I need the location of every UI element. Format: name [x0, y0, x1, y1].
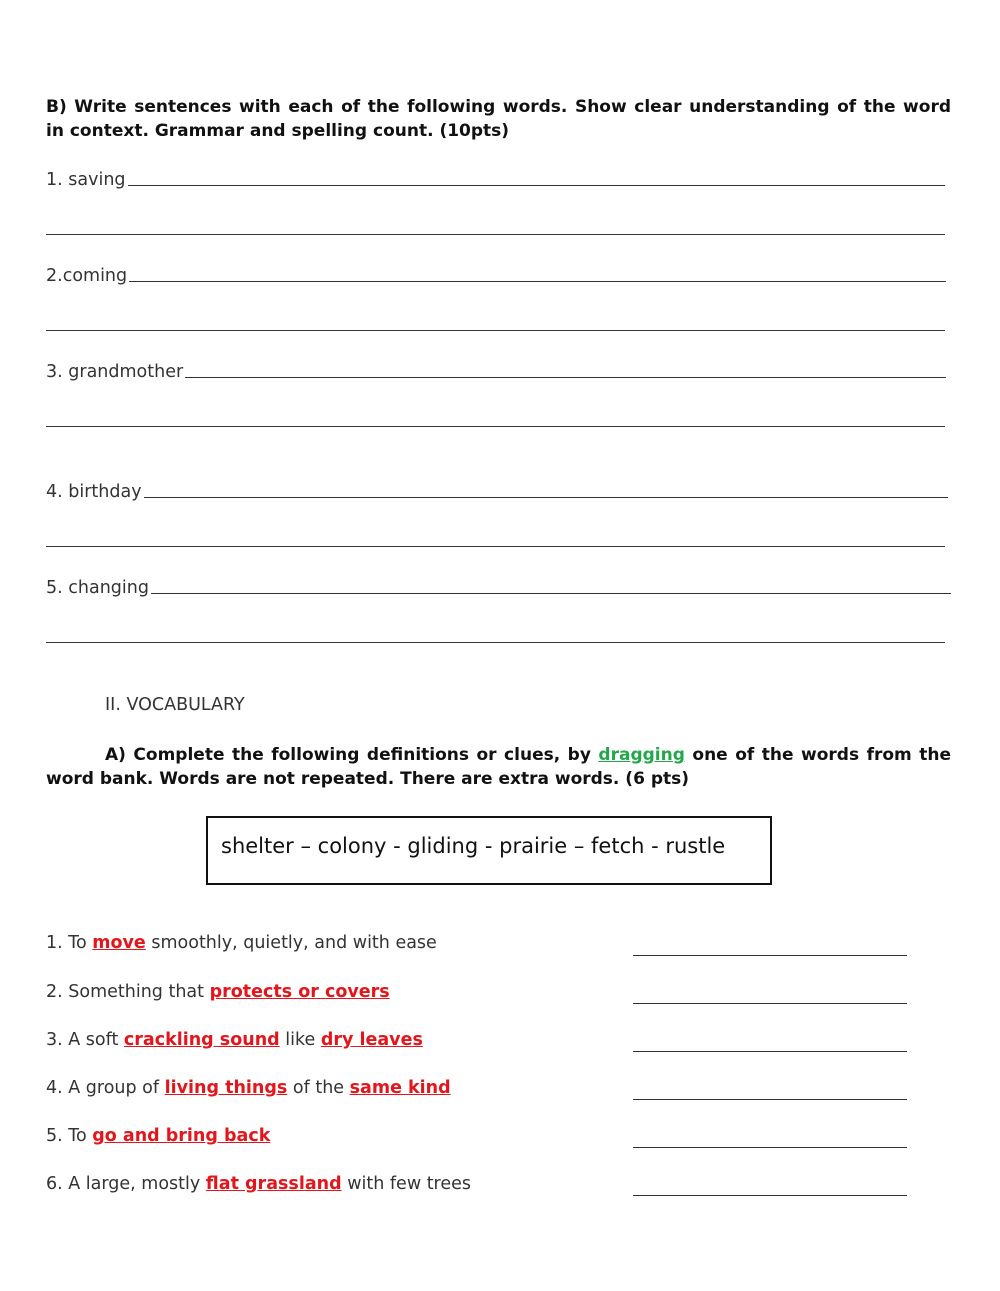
word-bank-text: shelter – colony - gliding - prairie – fetch - rustle — [221, 834, 726, 858]
sentence-label: 3. grandmother — [46, 362, 184, 382]
sentence-line-1[interactable] — [46, 166, 945, 190]
answer-line[interactable] — [46, 546, 945, 547]
clue-3 — [46, 1030, 423, 1050]
clue-text: 6. A large, mostly — [46, 1174, 206, 1194]
clue-1 — [46, 933, 437, 953]
clue-text: smoothly, quietly, and with ease — [145, 933, 437, 953]
highlighted-term: same kind — [349, 1078, 451, 1098]
clue-text: 5. To — [46, 1126, 93, 1146]
clue-text: like — [279, 1030, 321, 1050]
clue-text: 1. To — [46, 933, 93, 953]
answer-line[interactable] — [46, 642, 945, 643]
vocabulary-title: II. VOCABULARY — [105, 695, 245, 715]
sentence-line-5[interactable] — [46, 574, 951, 598]
answer-drop-line-6[interactable] — [633, 1195, 907, 1196]
sentence-line-3[interactable] — [46, 358, 946, 382]
highlighted-term: crackling sound — [123, 1030, 280, 1050]
clue-text: 4. A group of — [46, 1078, 165, 1098]
answer-line[interactable] — [129, 281, 946, 282]
clue-text: with few trees — [341, 1174, 472, 1194]
section-b-instructions: B) Write sentences with each of the following words. Show clear understanding of the word in context. Grammar and spelling count. (10pts) — [46, 97, 951, 141]
sentence-line-2[interactable] — [46, 262, 946, 286]
highlighted-term: move — [92, 933, 146, 953]
clue-5 — [46, 1126, 270, 1146]
clue-4 — [46, 1078, 451, 1098]
clue-text: 2. Something that — [46, 982, 210, 1002]
answer-line[interactable] — [185, 377, 946, 378]
clue-text: 3. A soft — [46, 1030, 124, 1050]
instruction-text: A) Complete the following definitions or clues, by — [105, 745, 599, 765]
sentence-label: 5. changing — [46, 578, 149, 598]
answer-drop-line-3[interactable] — [633, 1051, 907, 1052]
sentence-label: 2.coming — [46, 266, 128, 286]
answer-line[interactable] — [144, 497, 948, 498]
highlighted-term: go and bring back — [92, 1126, 271, 1146]
sentence-label: 1. saving — [46, 170, 126, 190]
answer-drop-line-4[interactable] — [633, 1099, 907, 1100]
word-bank — [206, 816, 772, 885]
sentence-label: 4. birthday — [46, 482, 142, 502]
clue-2 — [46, 982, 390, 1002]
answer-line[interactable] — [128, 185, 945, 186]
dragging-link[interactable]: dragging — [598, 745, 685, 765]
highlighted-term: protects or covers — [209, 982, 390, 1002]
instruction-text: one of the words from the word bank. Words are not repeated. There are extra words. (6 pts) — [46, 745, 951, 789]
answer-line[interactable] — [151, 593, 951, 594]
highlighted-term: flat grassland — [205, 1174, 342, 1194]
answer-drop-line-2[interactable] — [633, 1003, 907, 1004]
answer-drop-line-1[interactable] — [633, 955, 907, 956]
highlighted-term: dry leaves — [320, 1030, 423, 1050]
answer-drop-line-5[interactable] — [633, 1147, 907, 1148]
clue-text: of the — [287, 1078, 350, 1098]
vocabulary-instructions — [46, 743, 951, 791]
answer-line[interactable] — [46, 234, 945, 235]
clue-6 — [46, 1174, 471, 1194]
highlighted-term: living things — [164, 1078, 288, 1098]
sentence-line-4[interactable] — [46, 478, 948, 502]
answer-line[interactable] — [46, 426, 945, 427]
answer-line[interactable] — [46, 330, 945, 331]
